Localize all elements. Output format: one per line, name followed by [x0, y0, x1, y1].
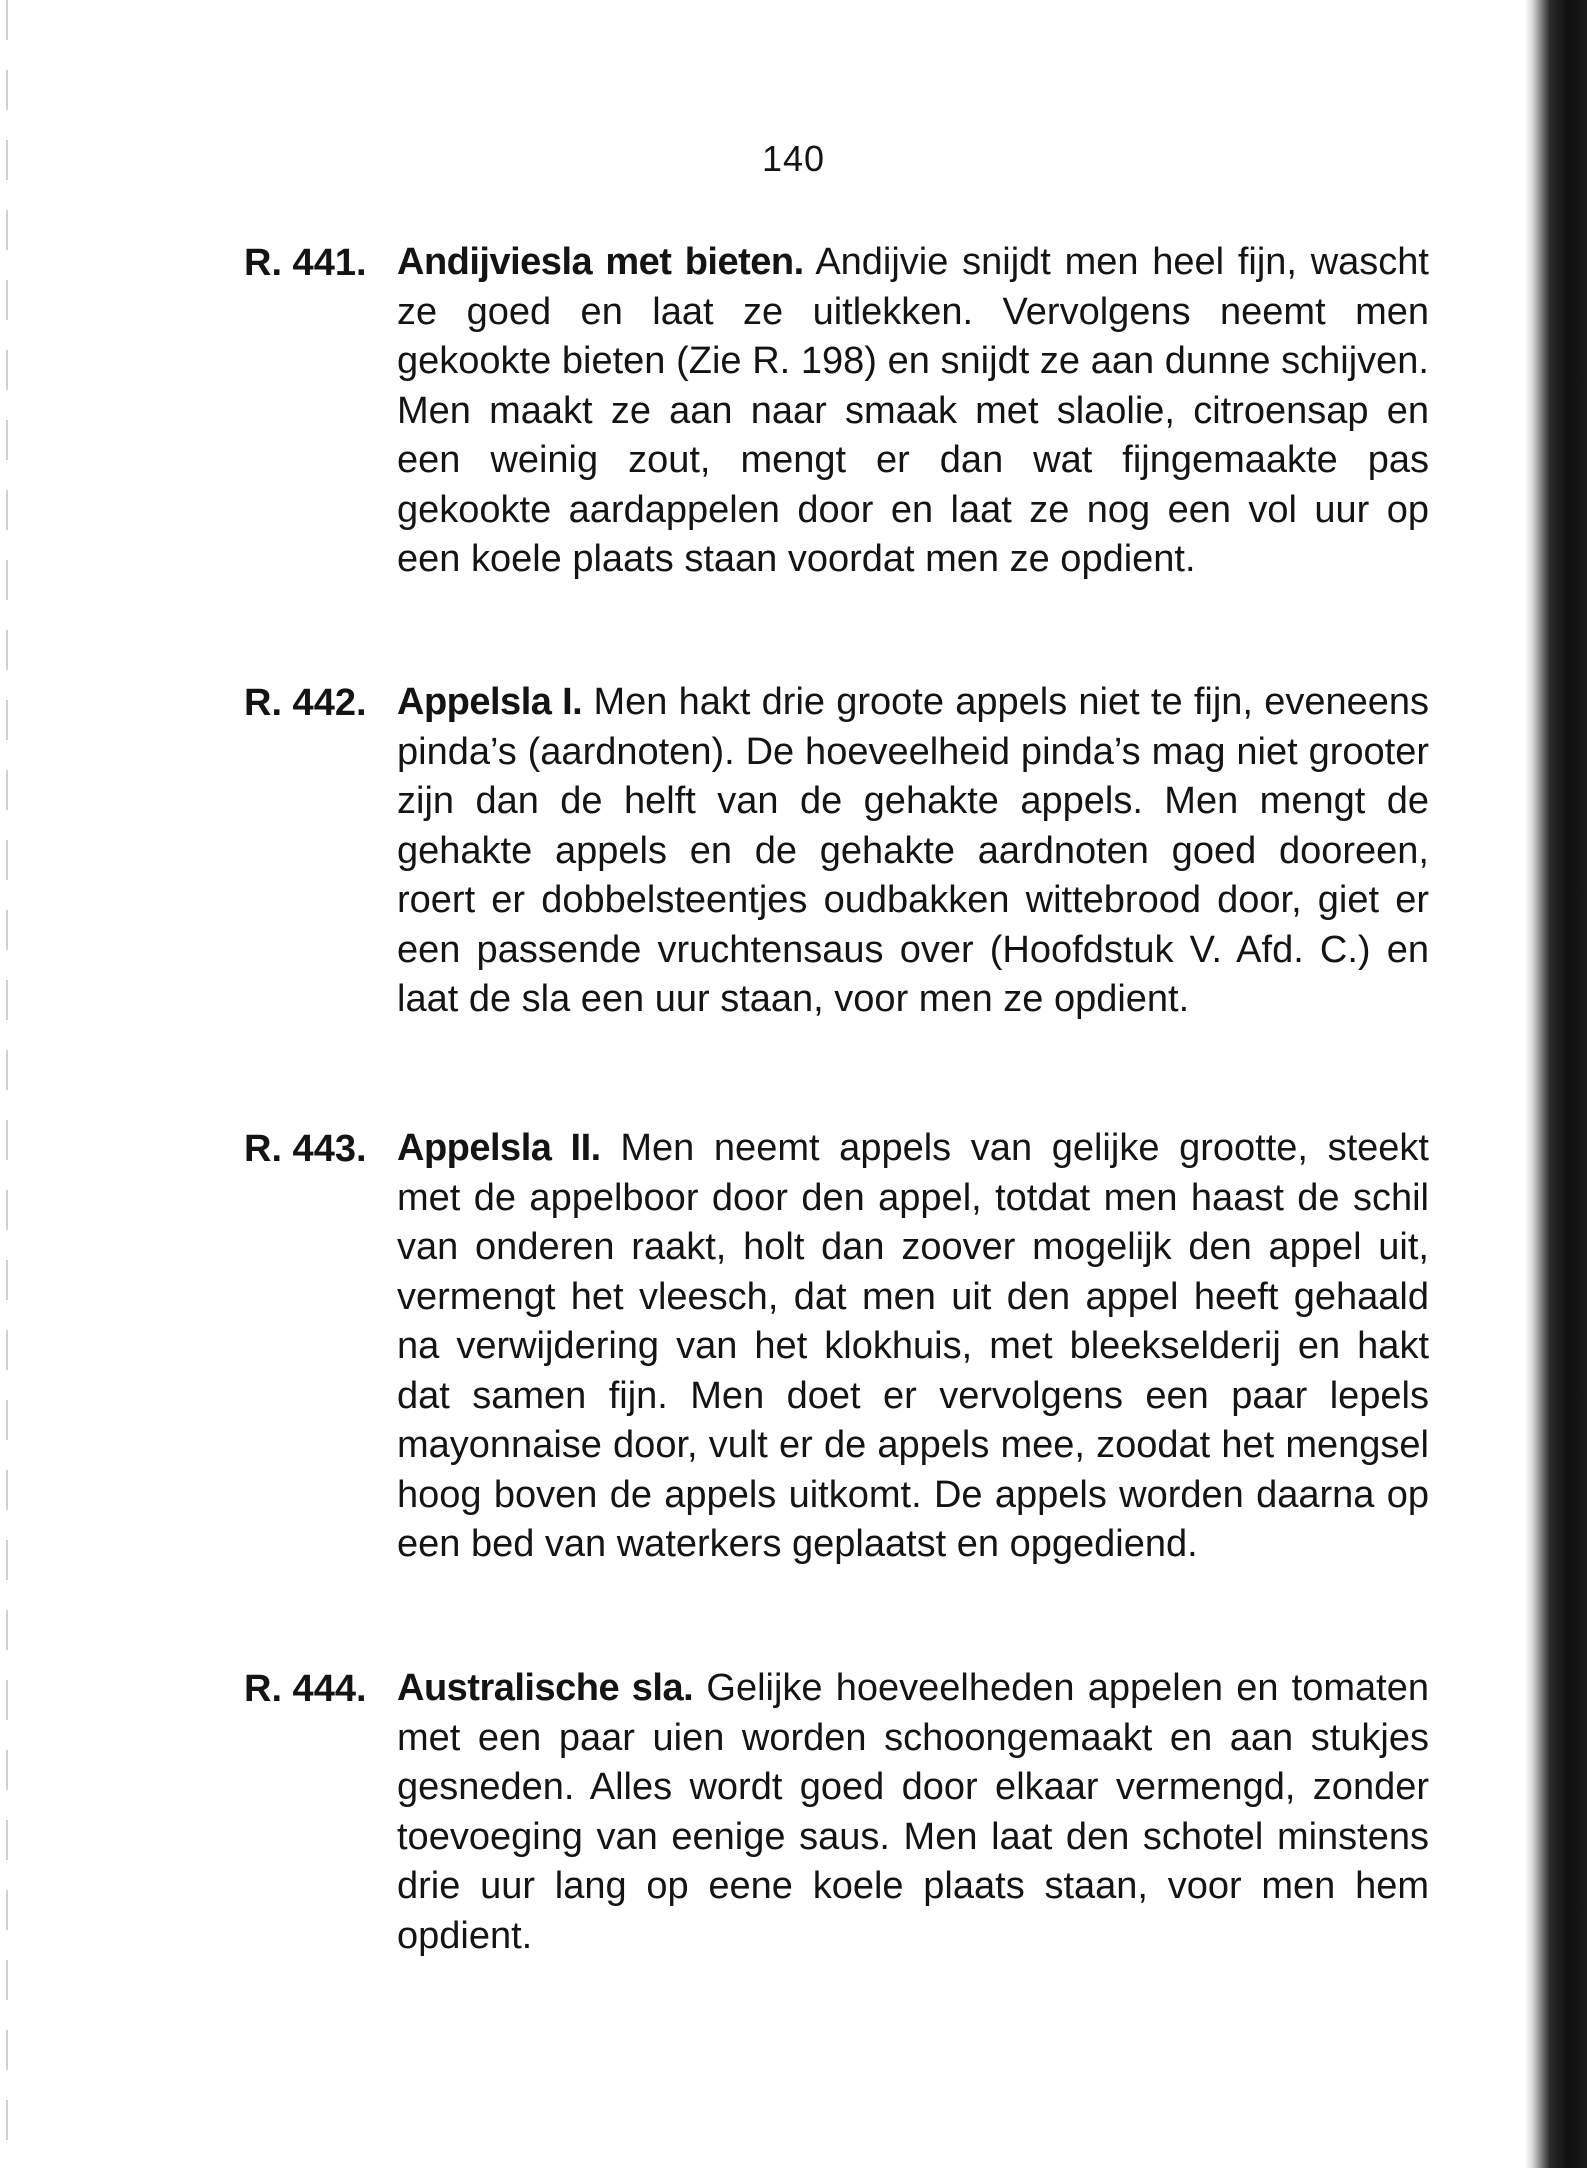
recipe-id: R. 443. [244, 1128, 367, 1170]
recipe-text: Men hakt drie groote appels niet te fijn, eveneens pinda’s (aardnoten). De hoeveelheid pinda’s mag niet grooter zijn dan de helft van de gehakte appels. Men mengt de gehakte appels en de gehakte aardnoten goed dooreen, roert er dobbelsteentjes oudbakken wittebrood door, giet er een passende vruchtensaus over (Hoofdstuk V. Afd. C.) en laat de sla een uur staan, voor men ze opdient. [397, 681, 1429, 1020]
page-number: 140 [761, 138, 826, 179]
recipe-body [397, 1664, 1429, 1961]
recipe-text: Men neemt appels van gelijke grootte, steekt met de appelboor door den appel, totdat men haast de schil van onderen raakt, holt dan zoover mogelijk den appel uit, vermengt het vleesch, dat men uit den appel heeft gehaald na verwijdering van het klokhuis, met bleekselderij en hakt dat samen fijn. Men doet er vervolgens een paar lepels mayonnaise door, vult er de appels mee, zoodat het mengsel hoog boven de appels uitkomt. De appels worden daarna op een bed van waterkers geplaatst en opgediend. [397, 1127, 1429, 1565]
recipe-id: R. 442. [244, 682, 367, 724]
recipe-body [397, 238, 1429, 585]
recipe-title: Australische sla. [397, 1667, 694, 1709]
recipe-text: Gelijke hoeveelheden appelen en tomaten met een paar uien worden schoongemaakt en aan stukjes gesneden. Alles wordt goed door elkaar vermengd, zonder toevoeging van eenige saus. Men laat den schotel minstens drie uur lang op eene koele plaats staan, voor men hem opdient. [397, 1667, 1429, 1957]
recipe-id: R. 444. [244, 1668, 367, 1710]
recipe-id: R. 441. [244, 242, 367, 284]
recipe-body [397, 678, 1429, 1025]
recipe-title: Appelsla I. [397, 681, 583, 723]
recipe-title: Appelsla II. [397, 1127, 601, 1169]
page-left-edge [6, 0, 8, 2168]
recipe-text: Andijvie snijdt men heel fijn, wascht ze goed en laat ze uitlekken. Vervolgens neemt men gekookte bieten (Zie R. 198) en snijdt ze aan dunne schijven. Men maakt ze aan naar smaak met slaolie, citroensap en een weinig zout, mengt er dan wat fijngemaakte pas gekookte aardappelen door en laat ze nog een vol uur op een koele plaats staan voordat men ze opdient. [397, 241, 1429, 580]
recipe-title: Andijviesla met bieten. [397, 241, 804, 283]
recipe-body [397, 1124, 1429, 1570]
book-spine-shadow [1525, 0, 1587, 2168]
